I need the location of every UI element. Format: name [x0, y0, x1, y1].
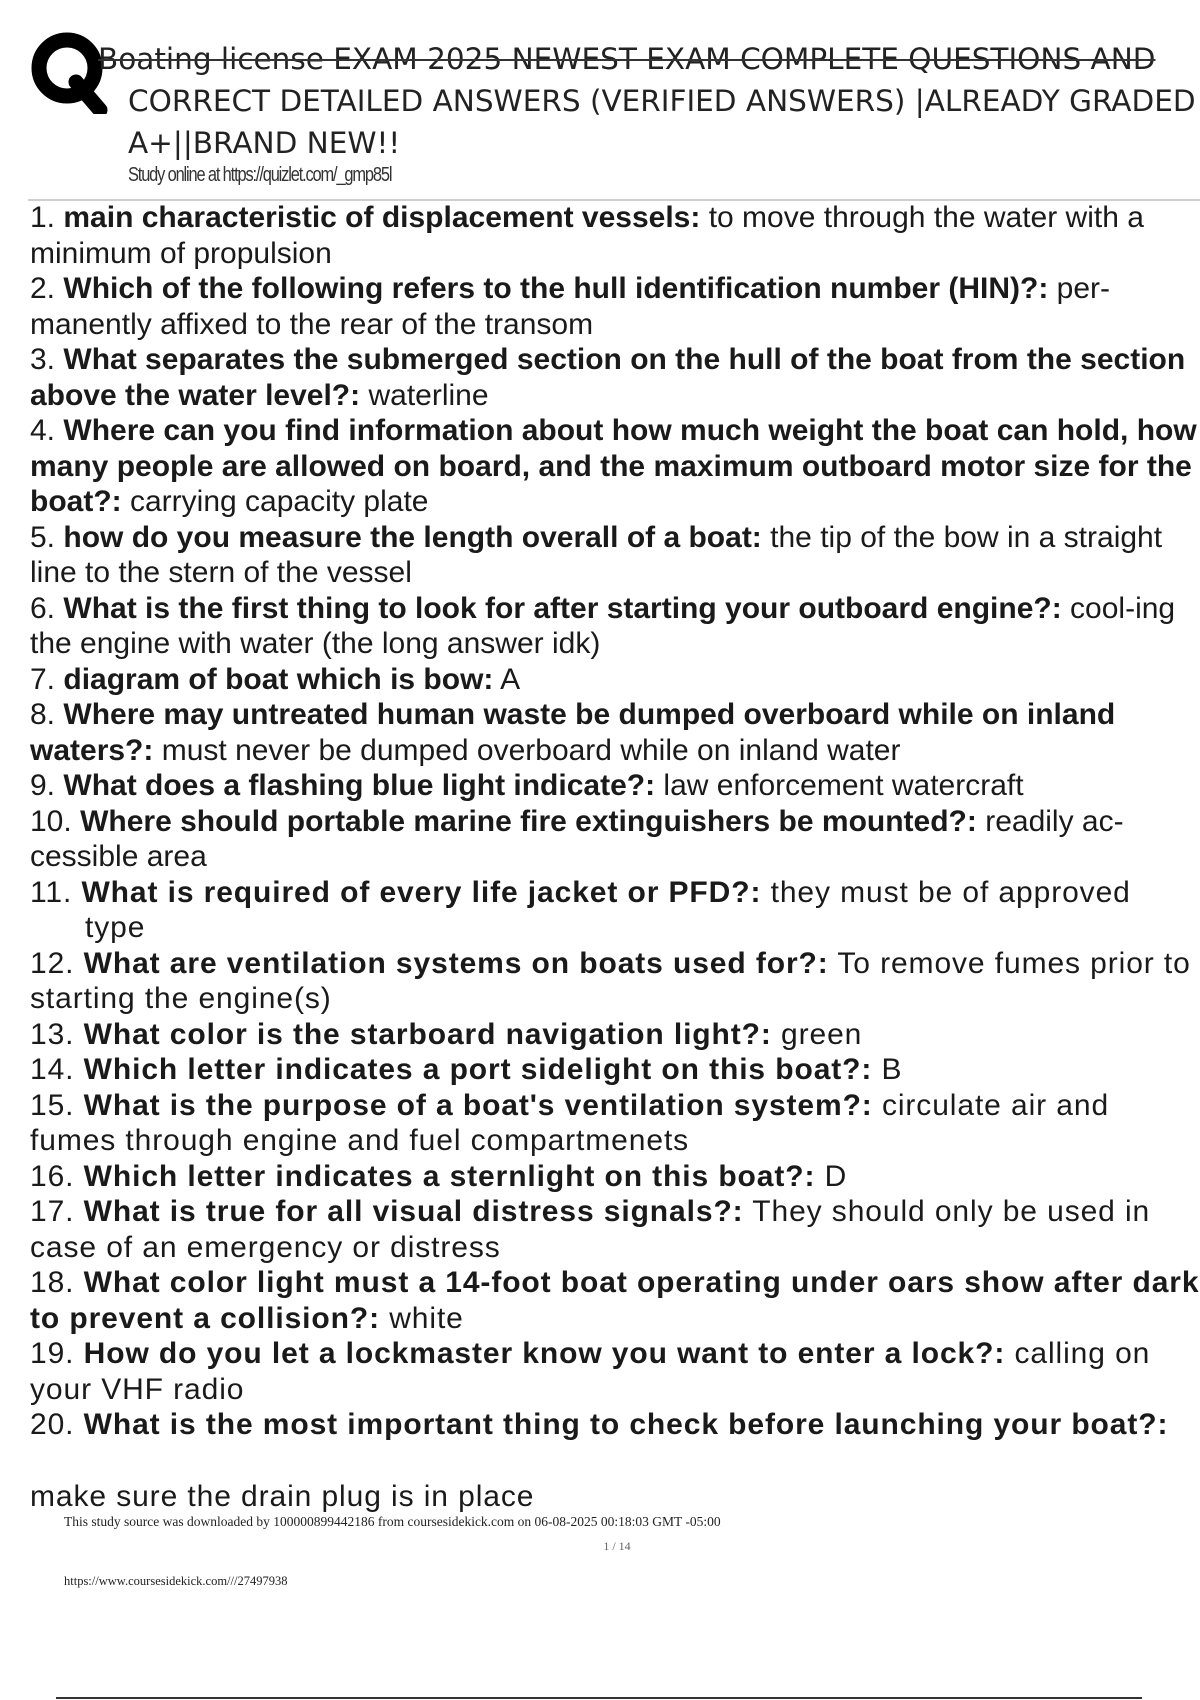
qa-answer: per-manently affixed to the rear of the transom — [30, 272, 1111, 341]
qa-question: What separates the submerged section on the hull of the boat from the section above the water level?: — [30, 343, 1186, 412]
page-bottom-divider — [56, 1697, 1142, 1699]
qa-answer: readily ac-cessible area — [30, 804, 1124, 873]
qa-item-7 — [30, 662, 1200, 698]
qa-answer: to move through the water with a minimum of propulsion — [30, 201, 1144, 270]
qa-item-13 — [30, 1017, 1200, 1053]
qa-question: diagram of boat which is bow: — [63, 662, 494, 696]
qa-number: 20. — [30, 1408, 75, 1441]
qa-answer: waterline — [368, 378, 489, 412]
qa-item-8 — [30, 697, 1200, 768]
qa-item-14 — [30, 1052, 1200, 1088]
question-answer-list — [30, 200, 1200, 1514]
qa-question: How do you let a lockmaster know you want to enter a lock?: — [83, 1337, 1006, 1370]
qa-answer: A — [500, 662, 521, 696]
download-source-note: This study source was downloaded by 100000899442186 from coursesidekick.com on 06-08-2025 00:18:03 GMT -05:00 — [64, 1514, 721, 1529]
qa-number: 15. — [30, 1088, 75, 1122]
qa-item-19 — [30, 1336, 1200, 1407]
qa-question: Which of the following refers to the hull identification number (HIN)?: — [63, 272, 1049, 305]
qa-number: 10. — [30, 804, 72, 838]
qa-question: What is the most important thing to check before launching your boat?: — [83, 1408, 1169, 1441]
qa-answer: B — [881, 1053, 903, 1086]
qa-answer: they must be of approved type — [85, 875, 1131, 944]
qa-number: 14. — [30, 1053, 75, 1086]
qa-item-17 — [30, 1194, 1200, 1265]
qa-item-2 — [30, 271, 1200, 342]
qa-item-4 — [30, 413, 1200, 520]
qa-question: What is the first thing to look for after starting your outboard engine?: — [63, 591, 1062, 625]
study-online-link[interactable]: Study online at https://quizlet.com/_gmp85l — [128, 164, 392, 186]
title-line-3: A+||BRAND NEW!! — [128, 126, 401, 160]
qa-number: 9. — [30, 769, 56, 802]
title-line-2: CORRECT DETAILED ANSWERS (VERIFIED ANSWERS) |ALREADY GRADED — [128, 84, 1196, 118]
qa-number: 17. — [30, 1195, 75, 1228]
qa-question: Where should portable marine fire extinguishers be mounted?: — [80, 804, 977, 838]
title-line-1: Boating license EXAM 2025 NEWEST EXAM COMPLETE QUESTIONS AND — [98, 42, 1156, 76]
qa-number: 11. — [30, 875, 73, 909]
qa-answer: carrying capacity plate — [129, 485, 429, 518]
qa-answer: To remove fumes prior to starting the engine(s) — [30, 946, 1191, 1015]
qa-answer: the tip of the bow in a straight line to the stern of the vessel — [30, 520, 1163, 589]
qa-item-5 — [30, 520, 1200, 591]
qa-number: 7. — [30, 662, 56, 696]
qa-question: Which letter indicates a sternlight on this boat?: — [83, 1159, 816, 1193]
qa-question: What are ventilation systems on boats used for?: — [83, 946, 829, 980]
qa-question: What is true for all visual distress signals?: — [83, 1195, 744, 1228]
document-header — [0, 0, 1200, 202]
qa-item-3 — [30, 342, 1200, 413]
qa-number: 6. — [30, 591, 56, 625]
qa-item-15 — [30, 1088, 1200, 1159]
qa-number: 18. — [30, 1266, 75, 1299]
qa-item-12 — [30, 946, 1200, 1017]
qa-question: What is required of every life jacket or PFD?: — [81, 875, 762, 909]
qa-question: how do you measure the length overall of a boat: — [63, 520, 762, 554]
qa-number: 19. — [30, 1337, 75, 1370]
qa-item-11 — [30, 875, 1200, 946]
qa-number: 1. — [30, 201, 56, 234]
qa-item-18 — [30, 1265, 1200, 1336]
qa-answer: white — [389, 1301, 464, 1335]
qa-item-16 — [30, 1159, 1200, 1195]
qa-answer: make sure the drain plug is in place — [30, 1479, 535, 1513]
qa-answer: green — [781, 1017, 863, 1051]
qa-number: 12. — [30, 946, 75, 980]
qa-item-1 — [30, 200, 1200, 271]
qa-question: What is the purpose of a boat's ventilation system?: — [83, 1088, 873, 1122]
qa-question: What color light must a 14-foot boat operating under oars show after dark to prevent a collision?: — [30, 1266, 1200, 1335]
qa-question: main characteristic of displacement vessels: — [63, 201, 701, 234]
qa-number: 3. — [30, 343, 56, 376]
qa-number: 4. — [30, 414, 56, 447]
qa-answer: must never be dumped overboard while on inland water — [161, 733, 901, 767]
qa-number: 16. — [30, 1159, 75, 1193]
qa-answer: circulate air and fumes through engine and fuel compartmenets — [30, 1088, 1110, 1157]
document-title — [98, 38, 1200, 164]
qa-answer: calling on your VHF radio — [30, 1337, 1151, 1406]
qa-answer: cool-ing the engine with water (the long answer idk) — [30, 591, 1176, 660]
qa-question: What color is the starboard navigation light?: — [83, 1017, 772, 1051]
qa-question: Which letter indicates a port sidelight on this boat?: — [83, 1053, 873, 1086]
qa-item-10 — [30, 804, 1200, 875]
qa-question: What does a flashing blue light indicate?: — [63, 769, 656, 802]
qa-item-9 — [30, 768, 1200, 804]
qa-number: 2. — [30, 272, 56, 305]
qa-answer: law enforcement watercraft — [663, 769, 1024, 802]
qa-item-6 — [30, 591, 1200, 662]
qa-answer: D — [824, 1159, 848, 1193]
qa-number: 13. — [30, 1017, 75, 1051]
qa-answer: They should only be used in case of an emergency or distress — [30, 1195, 1151, 1264]
page-number: 1 / 14 — [603, 1539, 631, 1553]
qa-number: 5. — [30, 520, 56, 554]
qa-question: Where can you find information about how much weight the boat can hold, how many people are allowed on board, and the maximum outboard motor size for the boat?: — [30, 414, 1197, 518]
footer-url-link[interactable]: https://www.coursesidekick.com///27497938 — [64, 1574, 288, 1588]
qa-question: Where may untreated human waste be dumped overboard while on inland waters?: — [30, 698, 1116, 767]
qa-number: 8. — [30, 698, 56, 731]
qa-item-20 — [30, 1407, 1200, 1514]
